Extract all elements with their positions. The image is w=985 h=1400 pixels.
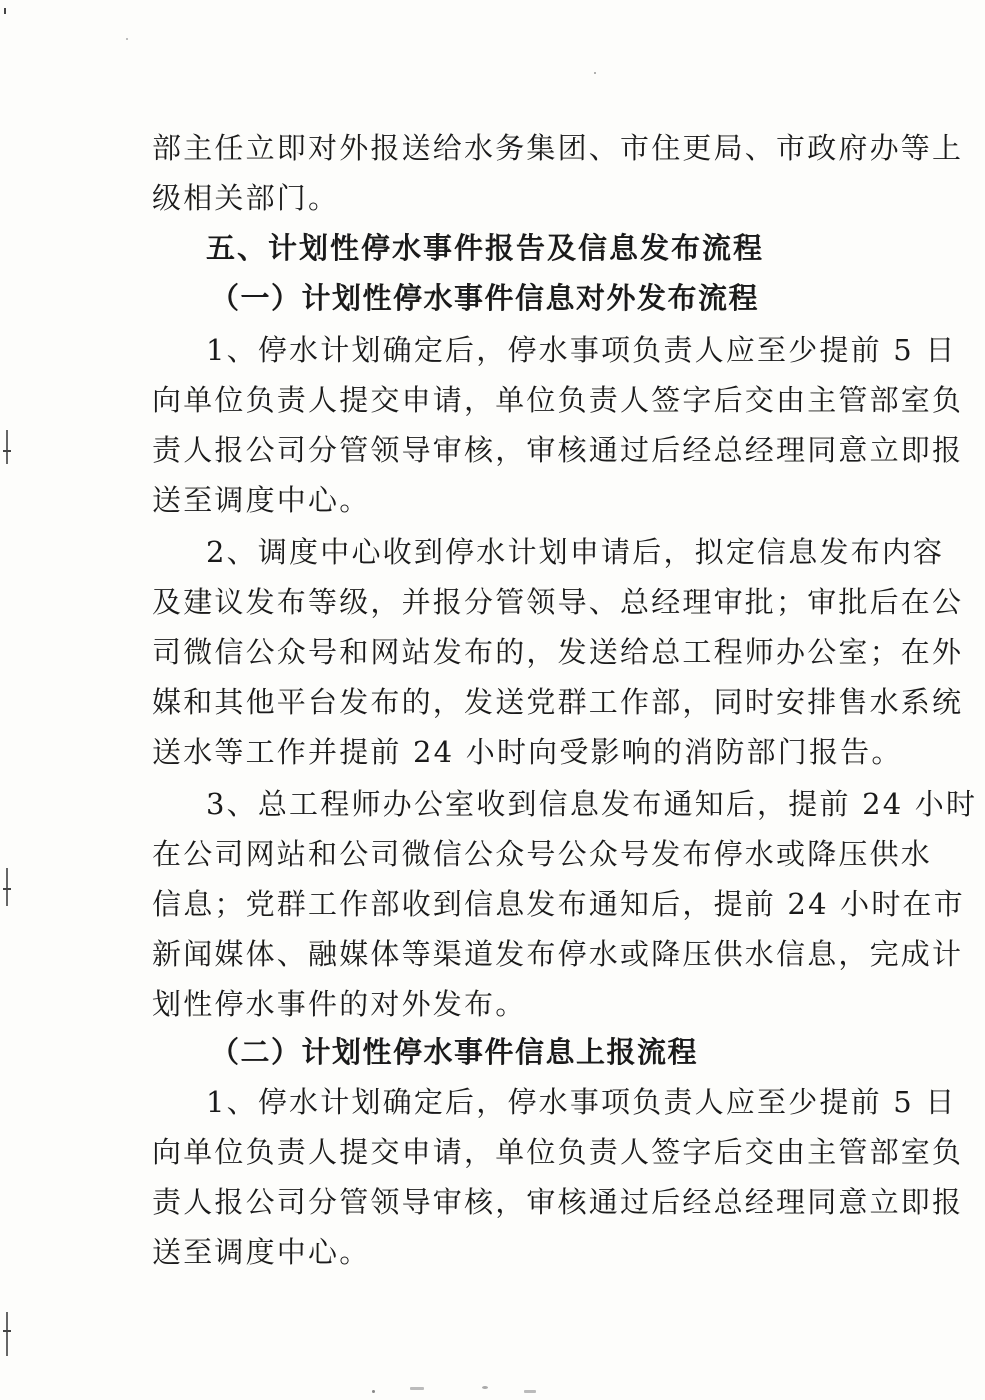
- paragraph-line: 媒和其他平台发布的，发送党群工作部，同时安排售水系统: [152, 685, 964, 719]
- paragraph-line: 3、总工程师办公室收到信息发布通知后，提前 24 小时: [206, 787, 978, 821]
- paragraph-line: 划性停水事件的对外发布。: [152, 987, 527, 1021]
- paragraph-line: 信息；党群工作部收到信息发布通知后，提前 24 小时在市: [152, 887, 965, 921]
- scan-mark: [6, 1312, 8, 1356]
- paragraph-line: 2、调度中心收到停水计划申请后，拟定信息发布内容: [206, 535, 945, 569]
- scan-speck: [126, 38, 128, 40]
- scan-speck: [594, 72, 596, 74]
- paragraph-line: 送至调度中心。: [152, 1235, 371, 1269]
- paragraph-line: 向单位负责人提交申请，单位负责人签字后交由主管部室负: [152, 383, 964, 417]
- paragraph-line: 向单位负责人提交申请，单位负责人签字后交由主管部室负: [152, 1135, 964, 1169]
- scan-speck: [410, 1387, 424, 1390]
- paragraph-line: 送至调度中心。: [152, 483, 371, 517]
- scan-speck: [482, 1386, 488, 1389]
- scan-mark: [6, 868, 8, 906]
- paragraph-line: 1、停水计划确定后，停水事项负责人应至少提前 5 日: [206, 1085, 957, 1119]
- scan-mark: [6, 430, 8, 464]
- paragraph-line: 送水等工作并提前 24 小时向受影响的消防部门报告。: [152, 735, 903, 769]
- paragraph-line: 在公司网站和公司微信公众号公众号发布停水或降压供水: [152, 837, 933, 871]
- paragraph-line: 司微信公众号和网站发布的，发送给总工程师办公室；在外: [152, 635, 964, 669]
- subsection-heading: （二）计划性停水事件信息上报流程: [210, 1035, 699, 1069]
- scan-mark: [4, 8, 6, 14]
- scan-speck: [372, 1390, 375, 1393]
- scan-mark: [3, 1330, 11, 1332]
- paragraph-line: 责人报公司分管领导审核，审核通过后经总经理同意立即报: [152, 1185, 964, 1219]
- paragraph-line: 及建议发布等级，并报分管领导、总经理审批；审批后在公: [152, 585, 964, 619]
- section-heading: 五、计划性停水事件报告及信息发布流程: [206, 231, 765, 265]
- subsection-heading: （一）计划性停水事件信息对外发布流程: [210, 281, 760, 315]
- scan-mark: [3, 450, 11, 452]
- scan-mark: [3, 888, 11, 890]
- paragraph-line: 新闻媒体、融媒体等渠道发布停水或降压供水信息，完成计: [152, 937, 964, 971]
- paragraph-line: 1、停水计划确定后，停水事项负责人应至少提前 5 日: [206, 333, 957, 367]
- paragraph-line: 部主任立即对外报送给水务集团、市住更局、市政府办等上: [152, 131, 964, 165]
- paragraph-line: 责人报公司分管领导审核，审核通过后经总经理同意立即报: [152, 433, 964, 467]
- scan-speck: [524, 1390, 536, 1393]
- paragraph-line: 级相关部门。: [152, 181, 340, 215]
